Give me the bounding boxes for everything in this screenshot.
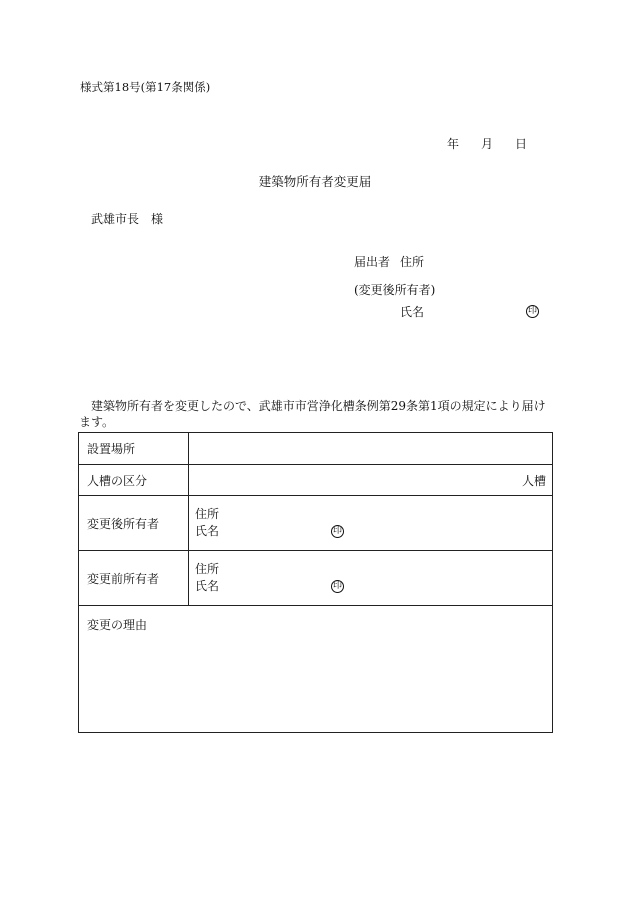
seal-mark: 印 <box>332 581 342 591</box>
date-year-label: 年 <box>447 137 460 151</box>
notification-table <box>78 432 553 733</box>
statement-text: 建築物所有者を変更したので、武雄市市営浄化槽条例第29条第1項の規定により届けます。 <box>79 399 546 429</box>
installation-location-label: 設置場所 <box>79 433 189 465</box>
document-title: 建築物所有者変更届 <box>258 174 372 189</box>
seal-mark: 印 <box>332 526 342 536</box>
capacity-field[interactable] <box>189 465 553 496</box>
seal-mark: 印 <box>527 306 537 316</box>
applicant-label: 届出者 <box>354 255 391 269</box>
new-owner-address-label: 住所 <box>195 507 220 521</box>
date-day-label: 日 <box>515 137 528 151</box>
row-capacity <box>79 465 553 496</box>
previous-owner-field[interactable] <box>189 551 553 606</box>
row-new-owner <box>79 496 553 551</box>
previous-owner-name-label: 氏名 <box>195 579 220 593</box>
capacity-unit: 人槽 <box>521 473 546 488</box>
new-owner-field[interactable] <box>189 496 553 551</box>
form-number: 様式第18号(第17条関係) <box>80 80 211 94</box>
new-owner-label: 変更後所有者 <box>79 496 189 551</box>
row-installation-location <box>79 433 553 465</box>
date-month-label: 月 <box>481 137 494 151</box>
applicant-address-label: 住所 <box>400 255 425 269</box>
date-line <box>447 138 527 150</box>
new-owner-name-label: 氏名 <box>195 524 220 538</box>
applicant-name-label: 氏名 <box>400 305 425 319</box>
addressee: 武雄市長 様 <box>91 212 164 226</box>
row-reason <box>79 606 553 733</box>
installation-location-field[interactable] <box>189 433 553 465</box>
reason-field[interactable] <box>79 606 553 733</box>
previous-owner-label: 変更前所有者 <box>79 551 189 606</box>
previous-owner-address-label: 住所 <box>195 562 220 576</box>
applicant-new-owner-label: (変更後所有者) <box>354 283 436 297</box>
row-previous-owner <box>79 551 553 606</box>
capacity-label: 人槽の区分 <box>79 465 189 496</box>
reason-label: 変更の理由 <box>87 618 148 632</box>
